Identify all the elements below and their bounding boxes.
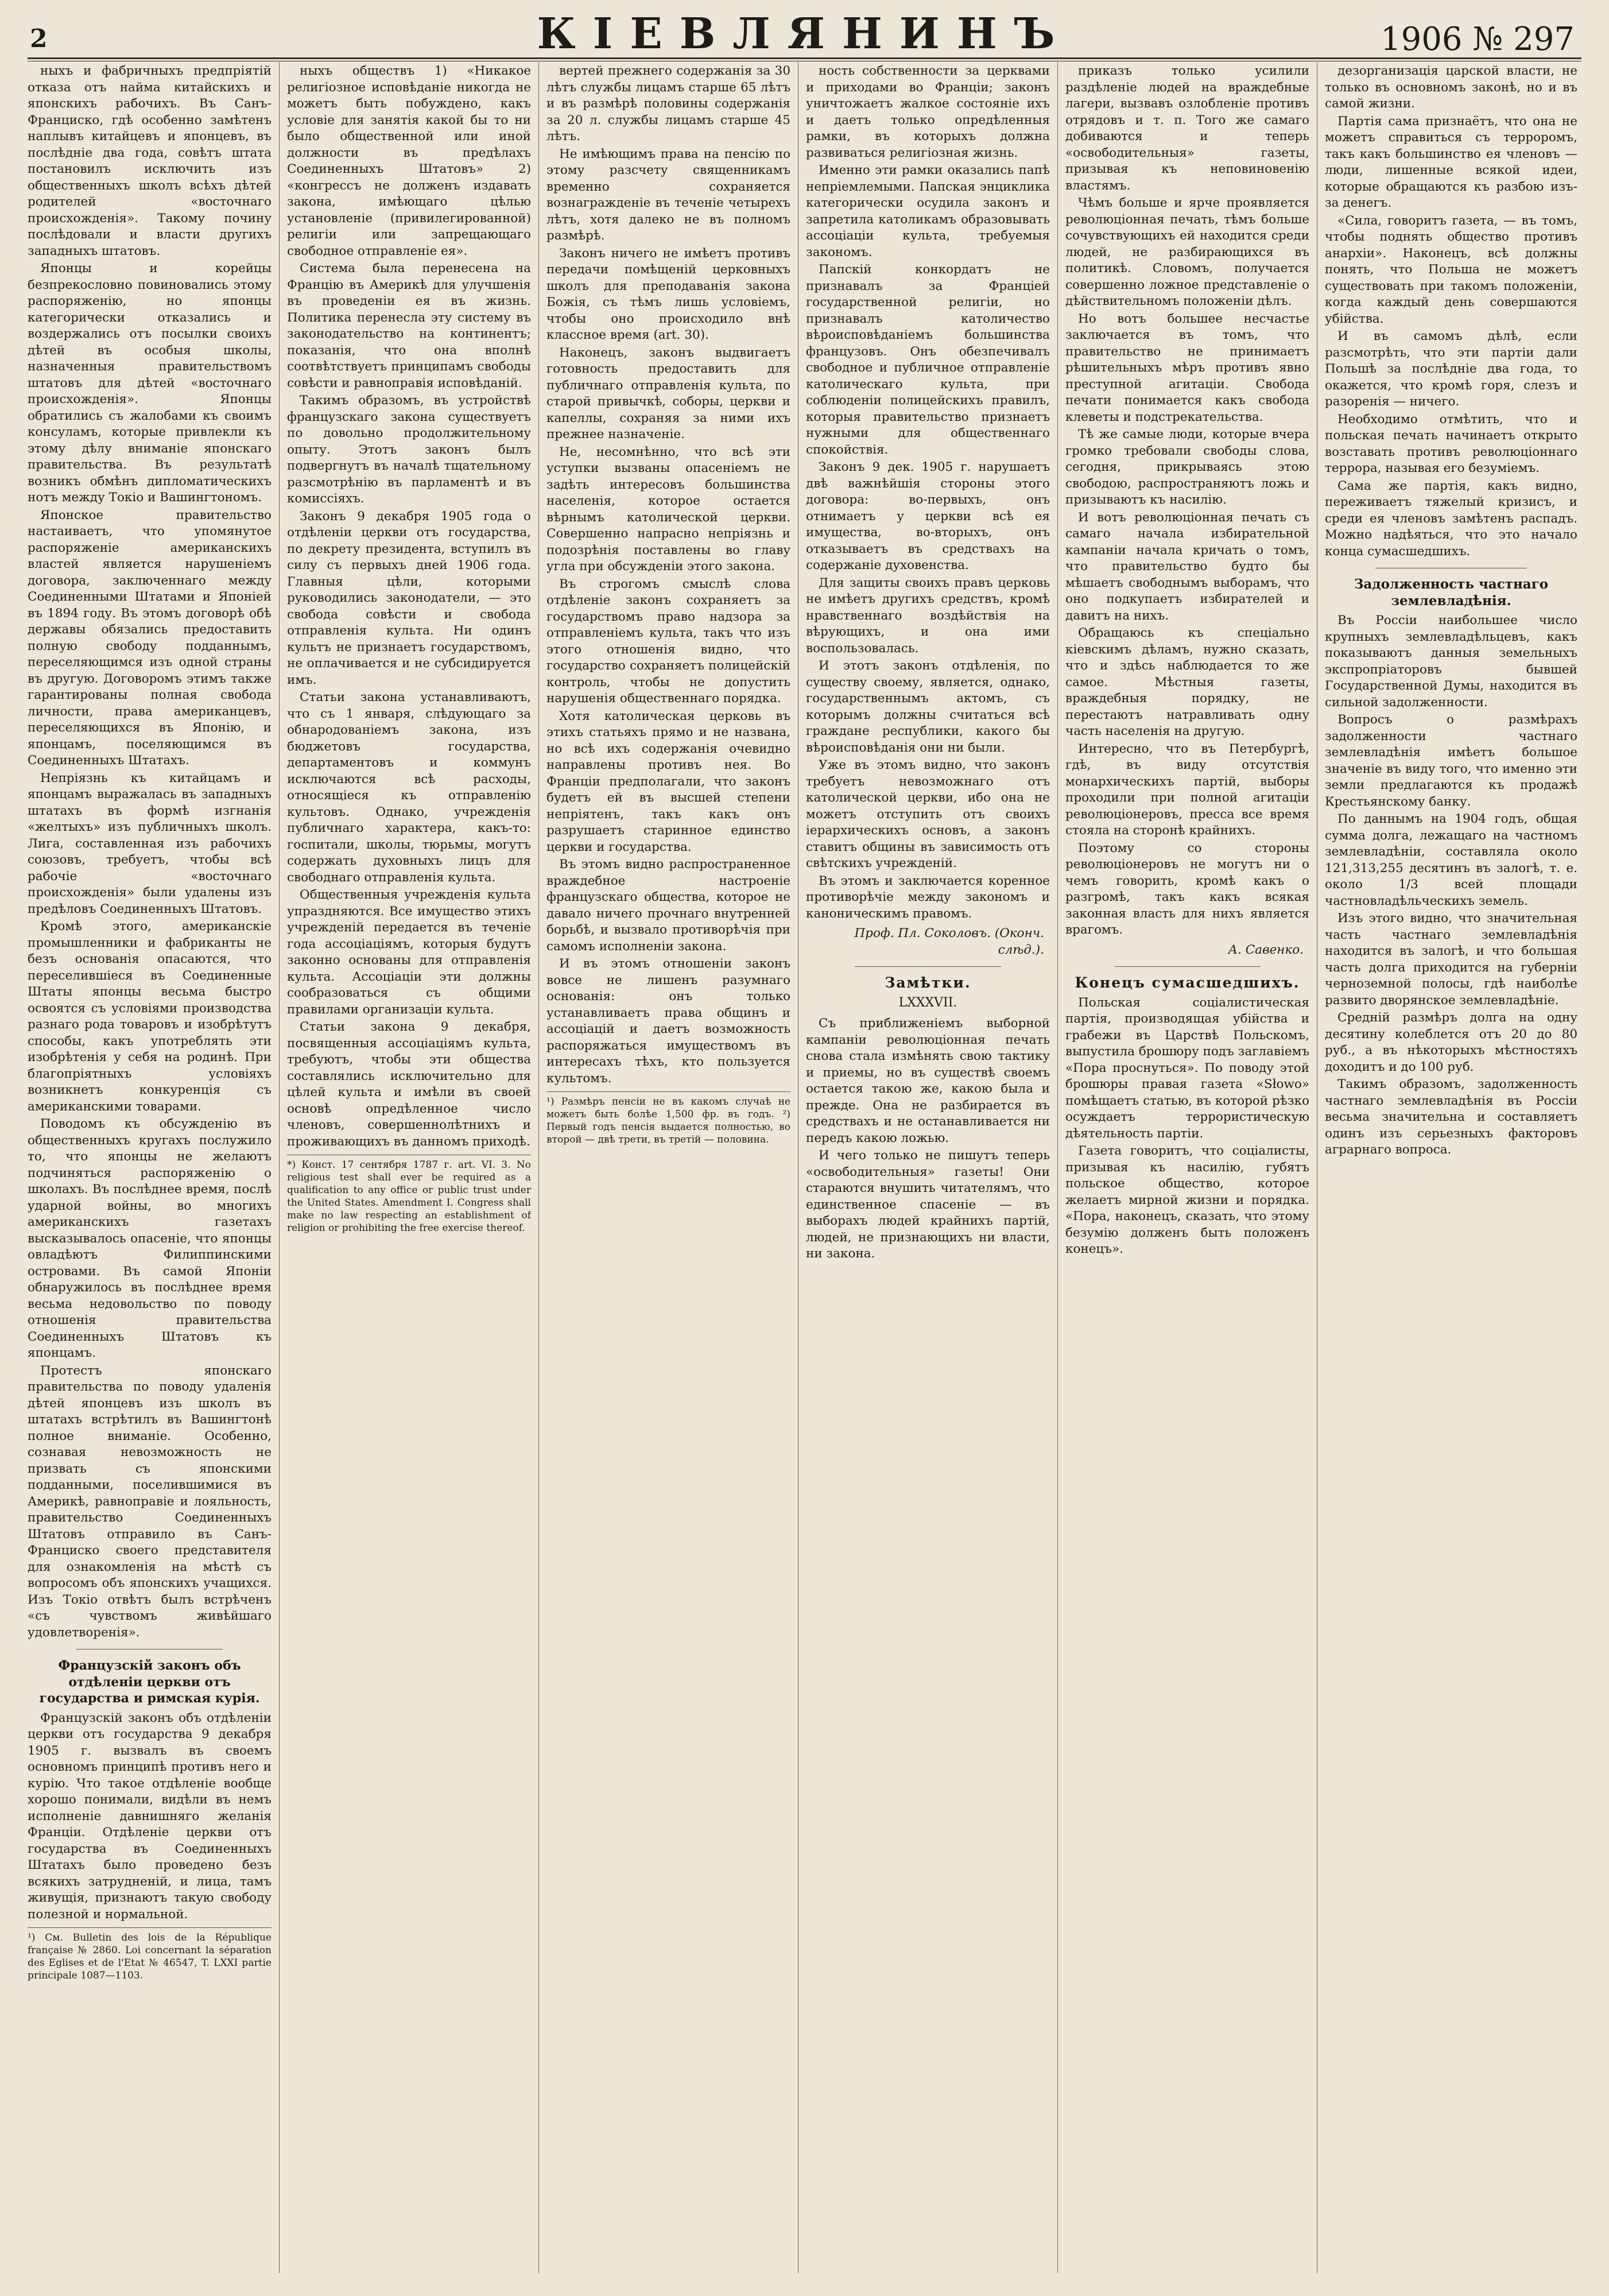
paragraph: Законъ 9 декабря 1905 года о отдѣленіи церкви отъ государства, по декрету президента, вступилъ въ силу съ первыхъ дней 1906 года. Главныя цѣли, которыми руководились законодатели, — это свобода совѣсти и свобода отправленія культа. Ни одинъ культъ не признаетъ государствомъ, не оплачивается и не субсидируется имъ. — [287, 509, 531, 687]
divider — [1114, 966, 1261, 967]
paragraph: Сама же партія, какъ видно, переживаетъ тяжелый кризисъ, и среди ея членовъ замѣтенъ распадъ. Можно надѣяться, что это начало конца сумасшедшихъ. — [1325, 478, 1577, 559]
paragraph: Законъ ничего не имѣетъ противъ передачи помѣщеній церковныхъ школъ для преподаванія закона Божія, съ тѣмъ лишь условіемъ, чтобы оно происходило внѣ классное время (art. 30). — [546, 246, 790, 342]
paragraph: Польская соціалистическая партія, производящая убійства и грабежи въ Царствѣ Польскомъ, выпустила брошюру подъ заглавіемъ «Пора проснуться». По поводу этой брошюры правая газета «Słowo» помѣщаетъ статью, въ которой рѣзко осуждаетъ террористическую дѣятельность партіи. — [1065, 995, 1309, 1141]
paragraph: Тѣ же самые люди, которые вчера громко требовали свободы слова, сегодня, прикрываясь этою свободою, распространяютъ ложь и призываютъ къ насилію. — [1065, 427, 1309, 507]
paragraph: Для защиты своихъ правъ церковь не имѣетъ другихъ средствъ, кромѣ нравственнаго воздѣйствія на вѣрующихъ, и она ими воспользовалась. — [806, 575, 1050, 656]
paragraph: Но вотъ большее несчастье заключается въ томъ, что правительство не принимаетъ рѣшительныхъ мѣръ противъ явно преступной агитаціи. Свобода печати понимается какъ свобода клеветы и подстрекательства. — [1065, 311, 1309, 424]
column-divider — [1057, 62, 1058, 2273]
column-5 — [1065, 63, 1309, 2273]
paragraph: вертей прежнего содержанія за 30 лѣтъ службы лицамъ старше 65 лѣтъ и въ размѣрѣ половины содержанія за 20 л. службы лицамъ старше 45 лѣтъ. — [546, 64, 790, 144]
paragraph: Французскій законъ объ отдѣленіи церкви отъ государства 9 декабря 1905 г. вызвалъ въ своемъ основномъ принципѣ противъ него и курію. Что такое отдѣленіе вообще хорошо понимали, видѣли въ немъ исполненіе давнишняго желанія Франціи. Отдѣленіе церкви отъ государства въ Соединенныхъ Штатахъ было проведено безъ всякихъ затрудненій, и лица, тамъ живущія, признаютъ такую свободу полезной и нормальной. — [28, 1710, 272, 1922]
section-heading: Задолженность частнаго землевладѣнія. — [1354, 576, 1549, 609]
paragraph: приказъ только усилили раздѣленіе людей на враждебные лагери, вызвавъ озлобленіе противъ отрядовъ и т. п. Того же самаго добиваются и теперь «освободительныя» газеты, призывая къ неповиновенію властямъ. — [1065, 64, 1309, 193]
paragraph: Съ приближеніемъ выборной кампаніи революціонная печать снова стала измѣнять свою тактику и приемы, но въ существѣ своемъ остается такою же, какою была и прежде. Она не разбирается въ средствахъ и не останавливается ни передъ какою ложью. — [806, 1016, 1050, 1145]
paragraph: дезорганизація царской власти, не только въ основномъ законѣ, но и въ самой жизни. — [1325, 64, 1577, 111]
paragraph: Именно эти рамки оказались папѣ непріемлемыми. Папская энциклика категорически осудила законъ и запретила католикамъ образовывать ассоціаціи культа, требуемыя закономъ. — [806, 163, 1050, 260]
column-6 — [1325, 63, 1577, 2273]
section-subheading: LXXXVII. — [898, 995, 957, 1010]
paragraph: Не имѣющимъ права на пенсію по этому разсчету священникамъ временно сохраняется вознагражденіе въ теченіе четырехъ лѣтъ, хотя далеко не въ полномъ размѣрѣ. — [546, 146, 790, 243]
paragraph: И въ самомъ дѣлѣ, если разсмотрѣть, что эти партіи дали Польшѣ за послѣдніе два года, то окажется, что кромѣ горя, слезъ и разоренія — ничего. — [1325, 329, 1577, 409]
paragraph: Вопросъ о размѣрахъ задолженности частнаго землевладѣнія имѣетъ большое значеніе въ виду того, что именно эти земли предлагаются къ продажѣ Крестьянскому банку. — [1325, 713, 1577, 809]
paragraph: Обращаюсь къ спеціально кіевскимъ дѣламъ, нужно сказать, что и здѣсь наблюдается то же самое. Мѣстныя газеты, враждебныя порядку, не перестаютъ натравливать одну часть населенія на другую. — [1065, 626, 1309, 738]
paragraph: Непріязнь къ китайцамъ и японцамъ выражалась въ западныхъ штатахъ въ формѣ изгнанія «желтыхъ» изъ публичныхъ школъ. Лига, составленная изъ рабочихъ союзовъ, требуетъ, чтобы всѣ рабочіе «восточнаго происхожденія» были удалены изъ предѣловъ Соединенныхъ Штатовъ. — [28, 771, 272, 916]
paragraph: Въ этомъ видно распространенное враждебное настроеніе французскаго общества, которое не давало ничего прочнаго внутренней борьбѣ, и вызвало противорѣчія при самомъ исполненіи закона. — [546, 857, 790, 954]
header-rule — [28, 57, 1581, 59]
paragraph: Законъ 9 дек. 1905 г. нарушаетъ двѣ важнѣйшія стороны этого договора: во-первыхъ, онъ отнимаетъ у церкви всѣ ея имущества, во-вторыхъ, онъ отказываетъ въ средствахъ на содержаніе духовенства. — [806, 460, 1050, 572]
paragraph: И чего только не пишутъ теперь «освободительныя» газеты! Они стараются внушить читателямъ, что единственное спасеніе — въ выборахъ людей крайнихъ партій, людей, не признающихъ ни власти, ни закона. — [806, 1148, 1050, 1261]
paragraph: Система была перенесена на Францію въ Америкѣ для улучшенія въ проведеніи ея въ жизнь. Политика перенесла эту систему въ законодательство на континентъ; показанія, что она вполнѣ соотвѣтствуетъ принципамъ свободы совѣсти и равноправія исповѣданій. — [287, 261, 531, 390]
column-2 — [287, 63, 531, 2273]
paragraph: Интересно, что въ Петербургѣ, гдѣ, въ виду отсутствія монархическихъ партій, выборы проходили при полной агитаціи революціонеровъ, пресса все время стояла на сторонѣ крайнихъ. — [1065, 741, 1309, 838]
column-divider — [279, 62, 280, 2273]
newspaper-title: КІЕВЛЯНИНЪ — [537, 9, 1072, 59]
paragraph: И въ этомъ отношеніи законъ вовсе не лишенъ разумнаго основанія: онъ только устанавливаетъ права общинъ и ассоціацій и даетъ возможность распоряжаться имуществомъ въ интересахъ тѣхъ, кто пользуется культомъ. — [546, 957, 790, 1086]
paragraph: Статьи закона 9 декабря, посвященныя ассоціаціямъ культа, требуютъ, чтобы эти общества составлялись исключительно для цѣлей культа и имѣли въ своей основѣ опредѣленное число членовъ, совершеннолѣтнихъ и проживающихъ въ данномъ приходѣ. — [287, 1020, 531, 1149]
column-3 — [546, 63, 790, 2273]
paragraph: Такимъ образомъ, въ устройствѣ французскаго закона существуетъ по довольно продолжительному опыту. Этотъ законъ былъ подвергнутъ въ началѣ тщательному разсмотрѣнію въ парламентѣ и въ комиссіяхъ. — [287, 393, 531, 506]
paragraph: Папскій конкордатъ не признавалъ за Франціей государственной религіи, но признавалъ католичество вѣроисповѣданіемъ большинства французовъ. Онъ обезпечивалъ свободное и публичное отправленіе католическаго культа, при соблюденіи полицейскихъ правилъ, которыя правительство признаетъ нужными для общественнаго спокойствія. — [806, 262, 1050, 457]
paragraph: ныхъ и фабричныхъ предпріятій отказа отъ найма китайскихъ и японскихъ рабочихъ. Въ Санъ-Франциско, гдѣ особенно замѣтенъ наплывъ китайцевъ и японцевъ, въ послѣдніе два года, совѣтъ штата постановилъ исключить изъ общественныхъ школъ всѣхъ дѣтей родителей «восточнаго происхожденія». Такому почину послѣдовали и власти другихъ западныхъ штатовъ. — [28, 64, 272, 258]
paragraph: ность собственности за церквами и приходами во Франціи; законъ уничтожаетъ жалкое состояніе ихъ и даетъ только опредѣленныя рамки, въ которыхъ должна развиваться религіозная жизнь. — [806, 64, 1050, 160]
paragraph: Поводомъ къ обсужденію въ общественныхъ кругахъ послужило то, что японцы не желаютъ подчиняться распоряженію о школахъ. Въ послѣднее время, послѣ ударной войны, во многихъ американскихъ газетахъ высказывалось опасеніе, что японцы овладѣютъ Филиппинскими островами. Въ самой Японіи обнаружилось въ послѣднее время весьма недовольство по поводу отношенія правительства Соединенныхъ Штатовъ къ японцамъ. — [28, 1117, 272, 1360]
paragraph: Не, несомнѣнно, что всѣ эти уступки вызваны опасеніемъ не задѣть интересовъ большинства населенія, которое остается вѣрнымъ католической церкви. Совершенно напрасно непріязнь и подозрѣнія поставлены во главу угла при обсужденіи этого закона. — [546, 444, 790, 574]
paragraph: Въ Россіи наибольшее число крупныхъ землевладѣльцевъ, какъ показываютъ данныя земельныхъ экспропріаторовъ бывшей Государственной Думы, находится въ сильной задолженности. — [1325, 613, 1577, 710]
paragraph: Протестъ японскаго правительства по поводу удаленія дѣтей японцевъ изъ школъ въ штатахъ встрѣтилъ въ Вашингтонѣ полное вниманіе. Особенно, сознавая невозможность не призвать съ японскими подданными, поселившимися въ Америкѣ, равноправіе и лояльность, правительство Соединенныхъ Штатовъ отправило въ Санъ-Франциско своего представителя для ознакомленія на мѣстѣ съ вопросомъ объ японскихъ учащихся. Изъ Токіо отвѣтъ былъ встрѣченъ «съ чувствомъ живѣйшаго удовлетворенія». — [28, 1363, 272, 1640]
paragraph: Статьи закона устанавливаютъ, что съ 1 января, слѣдующаго за обнародованіемъ закона, изъ бюджетовъ государства, департаментовъ и коммунъ исключаются всѣ расходы, относящіеся къ отправленію культовъ. Однако, учрежденія публичнаго характера, какъ-то: госпитали, школы, тюрьмы, могутъ содержать духовныхъ лицъ для свободнаго отправленія культа. — [287, 690, 531, 885]
paragraph: Въ этомъ и заключается коренное противорѣчіе между закономъ и каноническимъ правомъ. — [806, 873, 1050, 921]
section-heading: Конецъ сумасшедшихъ. — [1075, 974, 1300, 991]
paragraph: И вотъ революціонная печать съ самаго начала избирательной кампаніи начала кричать о томъ, что правительство будто бы мѣшаетъ свободнымъ выборамъ, что оно подкупаетъ избирателей и давитъ на нихъ. — [1065, 510, 1309, 623]
paragraph: ныхъ обществъ 1) «Никакое религіозное исповѣданіе никогда не можетъ быть побуждено, какъ условіе для занятія какой бы то ни было общественной или иной должности въ предѣлахъ Соединенныхъ Штатовъ» 2) «конгрессъ не долженъ издавать закона, имѣющаго цѣлью установленіе (привилегированной) религіи или запрещающаго свободное отправленіе ея». — [287, 64, 531, 258]
page-number: 2 — [30, 24, 48, 53]
paragraph: Изъ этого видно, что значительная часть частнаго землевладѣнія находится въ залогѣ, и что большая часть долга приходится на губерніи черноземной полосы, гдѣ наиболѣе развито дворянское землевладѣніе. — [1325, 911, 1577, 1008]
article-signature: Проф. Пл. Соколовъ. (Оконч. слѣд.). — [854, 926, 1044, 957]
paragraph: Кромѣ этого, американскіе промышленники и фабриканты не безъ основанія опасаются, что переселившіеся въ Соединенные Штаты японцы весьма быстро освоятся съ условіями производства разнаго рода товаровъ и изобрѣтутъ способы, какъ употреблять эти изобрѣтенія у себя на родинѣ. При благопріятныхъ условіяхъ возникнетъ конкуренція съ американскими товарами. — [28, 919, 272, 1114]
footnote: ¹) См. Bulletin des lois de la République française № 2860. Loi concernant la séparation des Eglises et de l'Etat № 46547, T. LXXI partie principale 1087—1103. — [28, 1927, 272, 1982]
column-1 — [28, 63, 272, 2273]
paragraph: Хотя католическая церковь въ этихъ статьяхъ прямо и не названа, но всѣ ихъ содержанія очевидно направлены противъ нея. Во Франціи предполагали, что законъ будетъ ей въ высшей степени непріятенъ, такъ какъ онъ разрушаетъ старинное единство церкви и государства. — [546, 708, 790, 854]
footnote: *) Конст. 17 сентября 1787 г. art. VI. 3. No religious test shall ever be required as a qualification to any office or public trust under the United States. Amendment I. Congress shall make no law respecting an establishment of religion or prohibiting the free exercise thereof. — [287, 1155, 531, 1234]
paragraph: Газета говоритъ, что соціалисты, призывая къ насилію, губятъ польское общество, которое желаетъ мирной жизни и порядка. «Пора, наконецъ, сказать, что этому безумію долженъ быть положенъ конецъ». — [1065, 1144, 1309, 1256]
footnote: ¹) Размѣръ пенсіи не въ какомъ случаѣ не можетъ быть болѣе 1,500 фр. въ годъ. ²) Первый годъ пенсія выдается полностью, во второй — двѣ трети, въ третій — половина. — [546, 1091, 790, 1146]
issue-number: 1906 № 297 — [1381, 21, 1575, 58]
paragraph: Въ строгомъ смыслѣ слова отдѣленіе законъ сохраняетъ за государствомъ право надзора за отправленіемъ культа, такъ что изъ этого отношенія видно, что государство сохраняетъ полицейскій контроль, чтобы не допустить нарушенія общественнаго порядка. — [546, 576, 790, 706]
column-4 — [806, 63, 1050, 2273]
column-divider — [538, 62, 539, 2273]
paragraph: И этотъ законъ отдѣленія, по существу своему, является, однако, государственнымъ актомъ, съ которымъ должны считаться всѣ граждане республики, какого бы вѣроисповѣданія они ни были. — [806, 659, 1050, 755]
divider — [855, 966, 1001, 967]
paragraph: Наконецъ, законъ выдвигаетъ готовность предоставить для публичнаго отправленія культа, по старой привычкѣ, соборы, церкви и капеллы, сохраняя за ними ихъ прежнее назначеніе. — [546, 345, 790, 442]
paragraph: Необходимо отмѣтить, что и польская печать начинаетъ открыто возставать противъ революціоннаго террора, называя его безуміемъ. — [1325, 412, 1577, 475]
article-signature: А. Савенко. — [1228, 942, 1304, 957]
paragraph: «Сила, говоритъ газета, — въ томъ, чтобы поднять общество противъ анархіи». Наконецъ, всѣ должны понять, что Польша не можетъ существовать при такомъ положеніи, когда каждый день совершаются убійства. — [1325, 213, 1577, 326]
paragraph: Общественныя учрежденія культа упраздняются. Все имущество этихъ учрежденій передается въ теченіе года ассоціаціямъ, которыя будутъ законно основаны для отправленія культа. Ассоціаціи эти должны сообразоваться съ общими правилами организаціи культа. — [287, 888, 531, 1017]
paragraph: По даннымъ на 1904 годъ, общая сумма долга, лежащаго на частномъ землевладѣніи, составляла около 121,313,255 десятинъ въ залогѣ, т. е. около 1/3 всей площади частновладѣльческихъ земель. — [1325, 812, 1577, 908]
paragraph: Японское правительство настаиваетъ, что упомянутое распоряженіе американскихъ властей является нарушеніемъ договора, заключеннаго между Соединенными Штатами и Японіей въ 1894 году. Въ этомъ договорѣ обѣ державы обязались предоставить полную свободу подданнымъ, переселяющимся изъ одной страны въ другую. Договоромъ этимъ также гарантированы полная свобода личности, права американцевъ, переселяющихся въ Японію, и японцамъ, поселяющимся въ Соединенныхъ Штатахъ. — [28, 508, 272, 768]
section-heading: Замѣтки. — [885, 974, 971, 991]
paragraph: Уже въ этомъ видно, что законъ требуетъ невозможнаго отъ католической церкви, ибо она не можетъ отступить отъ своихъ іерархическихъ основъ, а законъ ставитъ общины въ зависимость отъ свѣтскихъ учрежденій. — [806, 758, 1050, 870]
article-text — [28, 63, 272, 1641]
paragraph: Средній размѣръ долга на одну десятину колеблется отъ 20 до 80 руб., а въ нѣкоторыхъ мѣстностяхъ доходитъ и до 100 руб. — [1325, 1010, 1577, 1074]
section-heading: Французскій законъ объ отдѣленіи церкви отъ государства и римская курія. — [39, 1658, 260, 1706]
paragraph: Такимъ образомъ, задолженность частнаго землевладѣнія въ Россіи весьма значительна и составляетъ одинъ изъ серьезныхъ факторовъ аграрнаго вопроса. — [1325, 1077, 1577, 1157]
paragraph: Японцы и корейцы безпрекословно повиновались этому распоряженію, но японцы категорически отказались и воздержались отъ посылки своихъ дѣтей въ особыя школы, назначенныя правительствомъ штатовъ для дѣтей «восточнаго происхожденія». Японцы обратились съ жалобами къ своимъ консуламъ, которые привлекли къ этому дѣлу вниманіе японскаго правительства. Въ результатѣ возникъ обмѣнъ дипломатическихъ нотъ между Токіо и Вашингтономъ. — [28, 261, 272, 505]
paragraph: Чѣмъ больше и ярче проявляется революціонная печать, тѣмъ больше сочувствующихъ ей находится среди людей, не разбирающихся въ политикѣ. Словомъ, получается совершенно ложное представленіе о дѣйствительномъ положеніи дѣлъ. — [1065, 196, 1309, 308]
paragraph: Партія сама признаётъ, что она не можетъ справиться съ терроромъ, такъ какъ большинство ея членовъ — люди, лишенные всякой идеи, которые обращаются къ разбою изъ-за денегъ. — [1325, 114, 1577, 210]
divider — [76, 1649, 223, 1650]
paragraph: Поэтому со стороны революціонеровъ не могутъ ни о чемъ говорить, кромѣ какъ о разгромѣ, такъ какъ всякая законная власть для нихъ является врагомъ. — [1065, 841, 1309, 937]
